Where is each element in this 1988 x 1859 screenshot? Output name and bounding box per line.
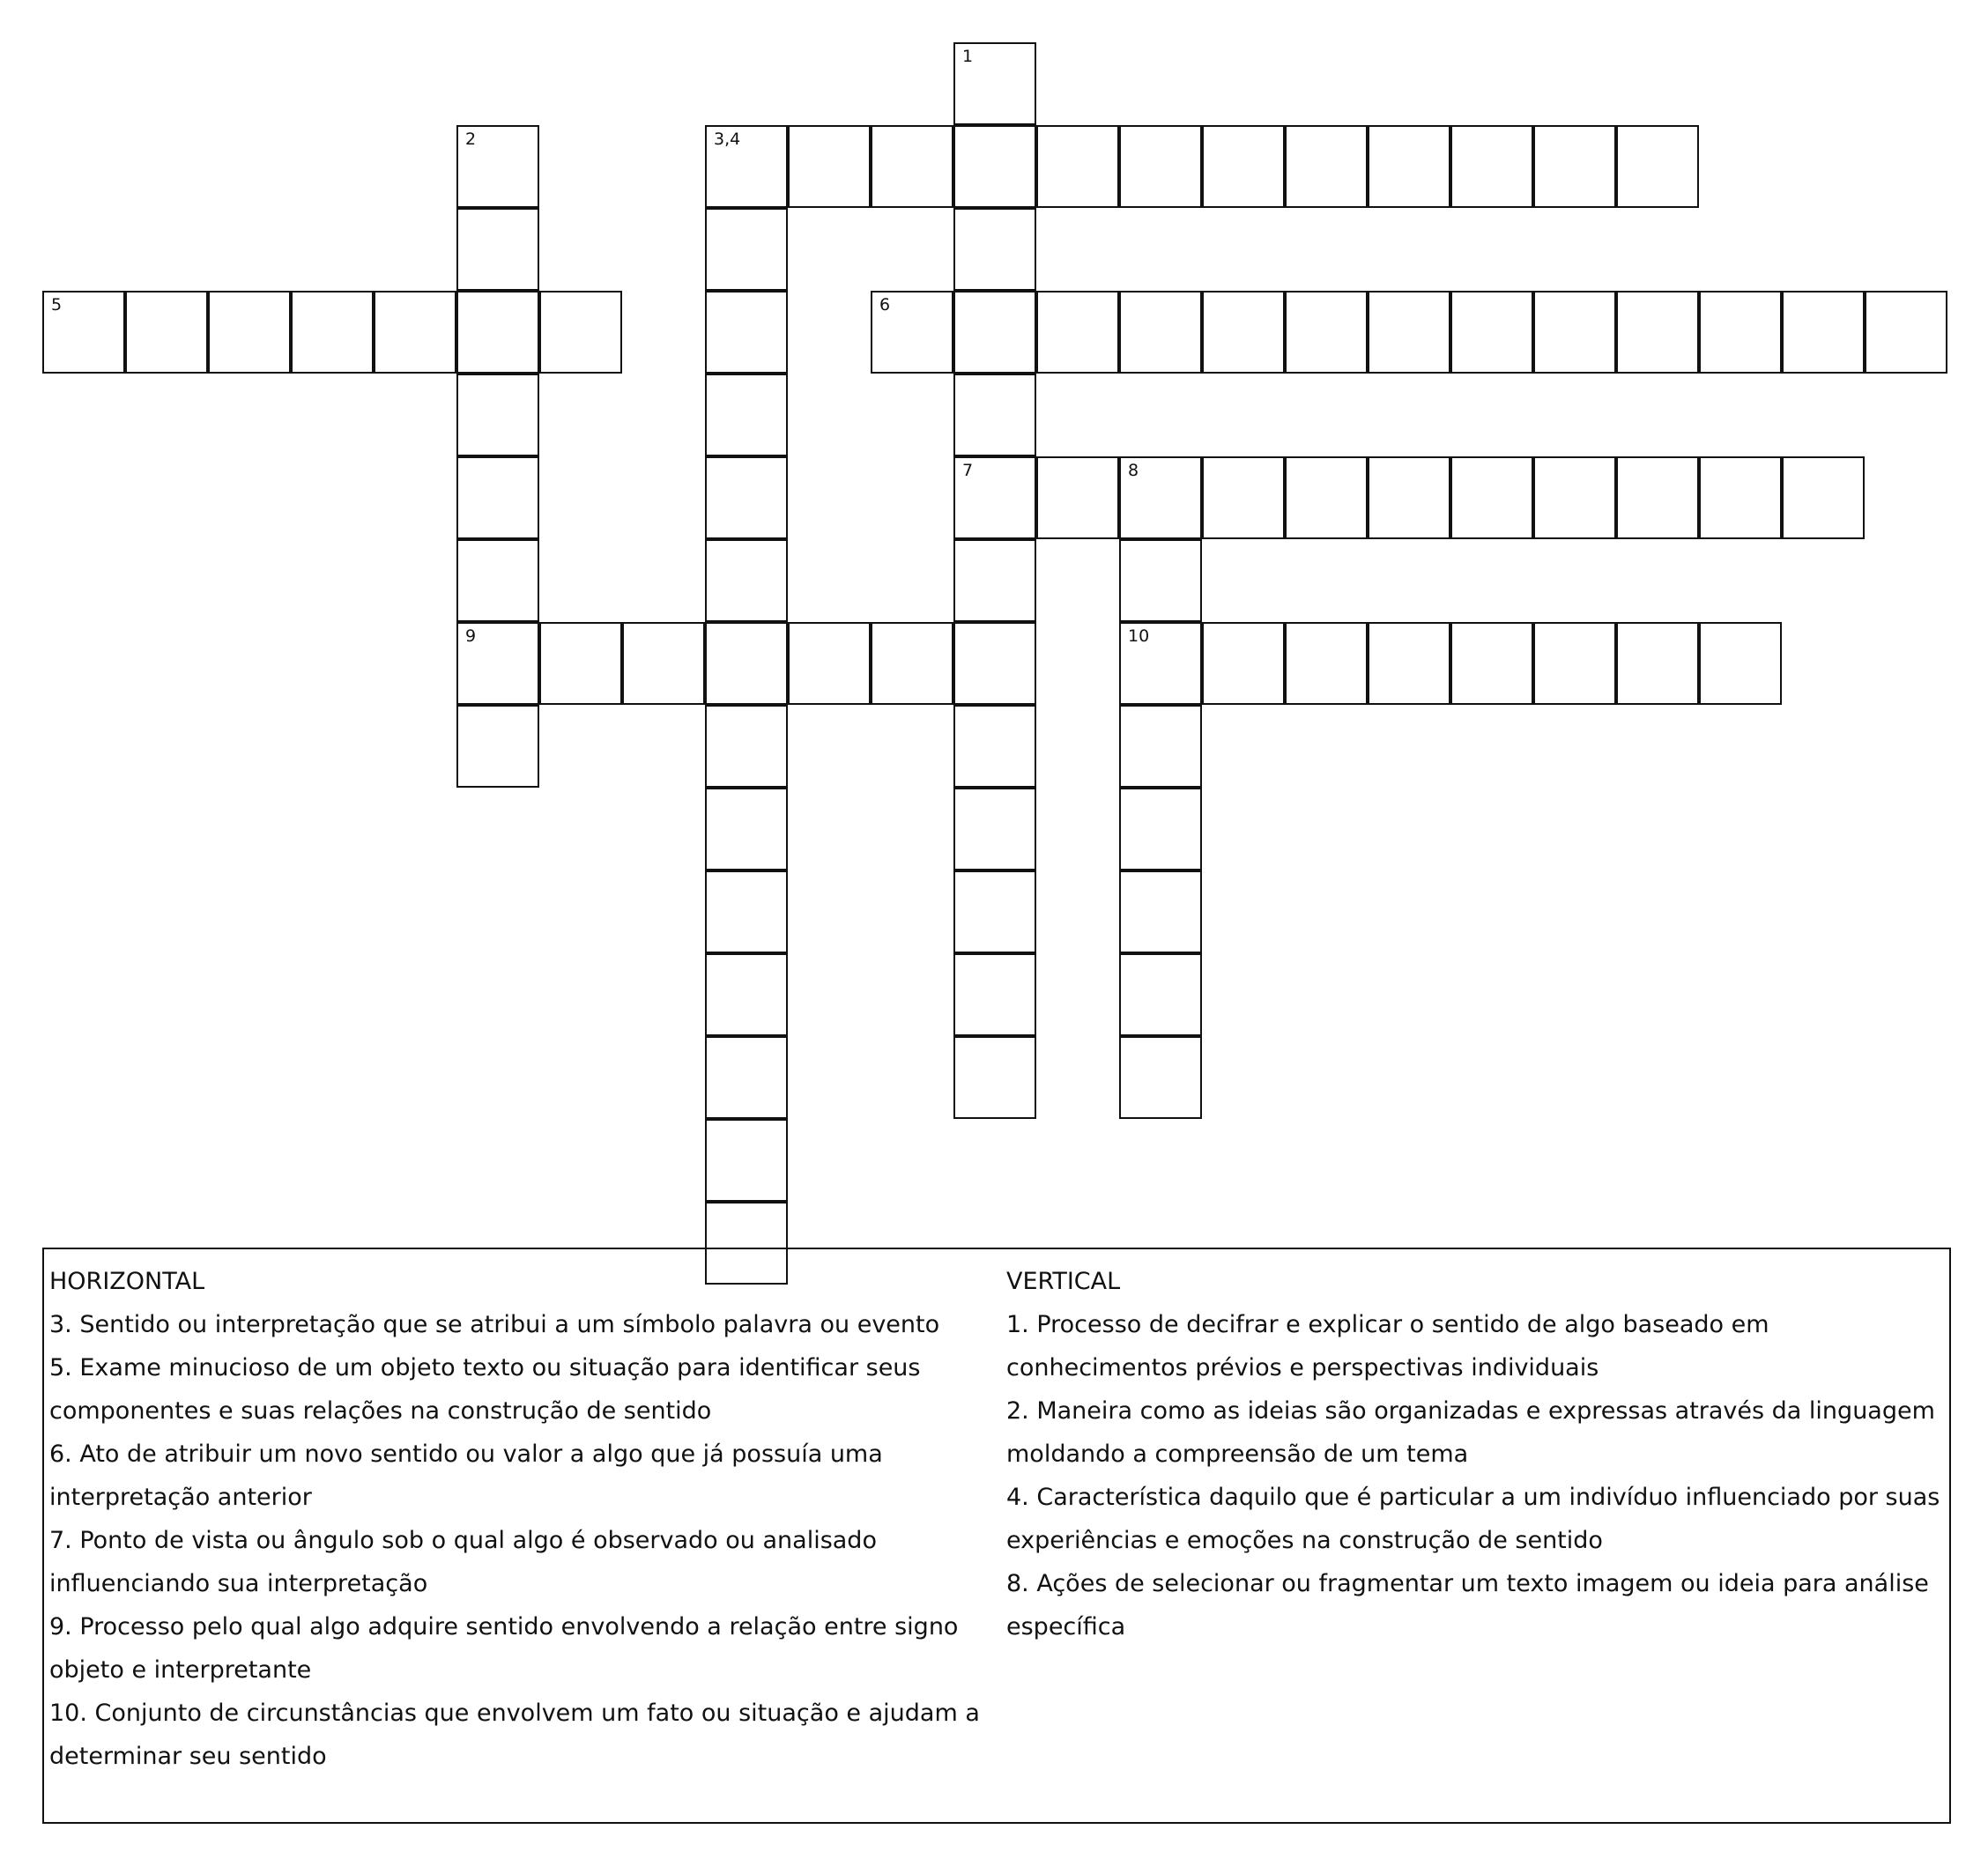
crossword-cell[interactable] [1450,125,1533,208]
crossword-cell[interactable] [705,374,788,456]
crossword-cell[interactable] [953,291,1036,374]
clue-number: 6 [879,295,891,315]
crossword-cell[interactable] [622,622,705,705]
horizontal-heading: HORIZONTAL [49,1268,205,1295]
crossword-cell[interactable] [953,870,1036,953]
crossword-cell[interactable] [953,1036,1036,1119]
crossword-cell[interactable] [1119,953,1202,1036]
crossword-cell[interactable] [1699,622,1782,705]
crossword-cell[interactable] [1368,125,1450,208]
clue-number: 7 [962,461,974,480]
clue-v4: 4. Característica daquilo que é particular a um indivíduo influenciado por suas experiências e emoções na construção de sentido [1006,1484,1940,1554]
crossword-cell[interactable] [1119,622,1202,705]
crossword-cell[interactable] [456,539,539,622]
crossword-cell[interactable] [456,705,539,788]
crossword-cell[interactable] [1119,1036,1202,1119]
crossword-cell[interactable] [1119,125,1202,208]
crossword-cell[interactable] [953,125,1036,208]
crossword-cell[interactable] [705,456,788,539]
crossword-cell[interactable] [1285,291,1368,374]
crossword-cell[interactable] [1285,456,1368,539]
crossword-cell[interactable] [1119,291,1202,374]
crossword-cell[interactable] [953,456,1036,539]
crossword-cell[interactable] [953,622,1036,705]
crossword-cell[interactable] [1533,622,1616,705]
clue-h5: 5. Exame minucioso de um objeto texto ou situação para identificar seus componentes e suas relações na construção de sentido [49,1354,921,1425]
crossword-cell[interactable] [705,788,788,870]
crossword-cell[interactable] [1533,456,1616,539]
crossword-cell[interactable] [374,291,456,374]
crossword-cell[interactable] [1699,456,1782,539]
crossword-cell[interactable] [1865,291,1947,374]
clues-box [42,1248,1951,1824]
clue-number: 2 [465,130,477,149]
crossword-cell[interactable] [1285,622,1368,705]
crossword-cell[interactable] [1368,622,1450,705]
clue-v2: 2. Maneira como as ideias são organizadas e expressas através da linguagem moldando a compreensão de um tema [1006,1397,1935,1468]
clue-h7: 7. Ponto de vista ou ângulo sob o qual algo é observado ou analisado influenciando sua interpretação [49,1527,877,1597]
crossword-cell[interactable] [788,125,871,208]
clue-number: 10 [1128,626,1150,646]
crossword-cell[interactable] [1450,291,1533,374]
crossword-cell[interactable] [871,622,953,705]
crossword-cell[interactable] [1368,456,1450,539]
crossword-cell[interactable] [208,291,291,374]
crossword-cell[interactable] [1036,125,1119,208]
crossword-cell[interactable] [705,870,788,953]
crossword-cell[interactable] [705,125,788,208]
crossword-cell[interactable] [1699,291,1782,374]
clue-h9: 9. Processo pelo qual algo adquire sentido envolvendo a relação entre signo objeto e interpretante [49,1613,959,1684]
crossword-cell[interactable] [705,208,788,291]
crossword-cell[interactable] [42,291,125,374]
crossword-cell[interactable] [456,622,539,705]
crossword-cell[interactable] [871,291,953,374]
clue-h10: 10. Conjunto de circunstâncias que envolvem um fato ou situação e ajudam a determinar seu sentido [49,1700,980,1770]
crossword-cell[interactable] [1202,291,1285,374]
crossword-cell[interactable] [953,208,1036,291]
crossword-cell[interactable] [953,42,1036,125]
crossword-cell[interactable] [1450,456,1533,539]
crossword-cell[interactable] [456,456,539,539]
crossword-cell[interactable] [871,125,953,208]
crossword-cell[interactable] [456,208,539,291]
crossword-cell[interactable] [539,291,622,374]
crossword-cell[interactable] [1119,870,1202,953]
crossword-cell[interactable] [1368,291,1450,374]
crossword-cell[interactable] [456,291,539,374]
clue-number: 5 [51,295,63,315]
crossword-cell[interactable] [1202,456,1285,539]
crossword-cell[interactable] [456,374,539,456]
vertical-heading: VERTICAL [1006,1268,1121,1295]
crossword-cell[interactable] [1202,125,1285,208]
crossword-cell[interactable] [788,622,871,705]
crossword-cell[interactable] [1119,539,1202,622]
crossword-cell[interactable] [1119,788,1202,870]
crossword-cell[interactable] [705,1119,788,1202]
clue-h6: 6. Ato de atribuir um novo sentido ou valor a algo que já possuía uma interpretação anterior [49,1441,883,1511]
crossword-cell[interactable] [125,291,208,374]
crossword-cell[interactable] [1202,622,1285,705]
crossword-cell[interactable] [456,125,539,208]
crossword-cell[interactable] [1533,125,1616,208]
crossword-cell[interactable] [705,1036,788,1119]
crossword-cell[interactable] [953,539,1036,622]
crossword-cell[interactable] [705,539,788,622]
crossword-cell[interactable] [1285,125,1368,208]
crossword-cell[interactable] [953,374,1036,456]
crossword-cell[interactable] [1450,622,1533,705]
crossword-cell[interactable] [1036,291,1119,374]
clue-number: 8 [1128,461,1139,480]
clue-number: 9 [465,626,477,646]
crossword-cell[interactable] [1036,456,1119,539]
crossword-cell[interactable] [953,705,1036,788]
crossword-cell[interactable] [1616,291,1699,374]
crossword-cell[interactable] [953,953,1036,1036]
crossword-cell[interactable] [291,291,374,374]
clue-number: 3,4 [714,130,741,149]
clue-v8: 8. Ações de selecionar ou fragmentar um texto imagem ou ideia para análise específica [1006,1570,1929,1641]
crossword-cell[interactable] [1616,622,1699,705]
crossword-cell[interactable] [1616,125,1699,208]
crossword-cell[interactable] [953,788,1036,870]
crossword-cell[interactable] [1119,705,1202,788]
crossword-cell[interactable] [705,291,788,374]
clue-number: 1 [962,47,974,66]
crossword-cell[interactable] [1782,456,1865,539]
crossword-cell[interactable] [705,705,788,788]
crossword-cell[interactable] [539,622,622,705]
vertical-clues [1006,1260,1940,1648]
horizontal-clues [49,1260,983,1778]
crossword-cell[interactable] [705,953,788,1036]
crossword-cell[interactable] [1119,456,1202,539]
crossword-cell[interactable] [705,622,788,705]
clue-v1: 1. Processo de decifrar e explicar o sentido de algo baseado em conhecimentos prévios e perspectivas individuais [1006,1311,1769,1381]
clue-h3: 3. Sentido ou interpretação que se atribui a um símbolo palavra ou evento [49,1311,940,1338]
crossword-cell[interactable] [1616,456,1699,539]
crossword-cell[interactable] [1533,291,1616,374]
crossword-cell[interactable] [1782,291,1865,374]
